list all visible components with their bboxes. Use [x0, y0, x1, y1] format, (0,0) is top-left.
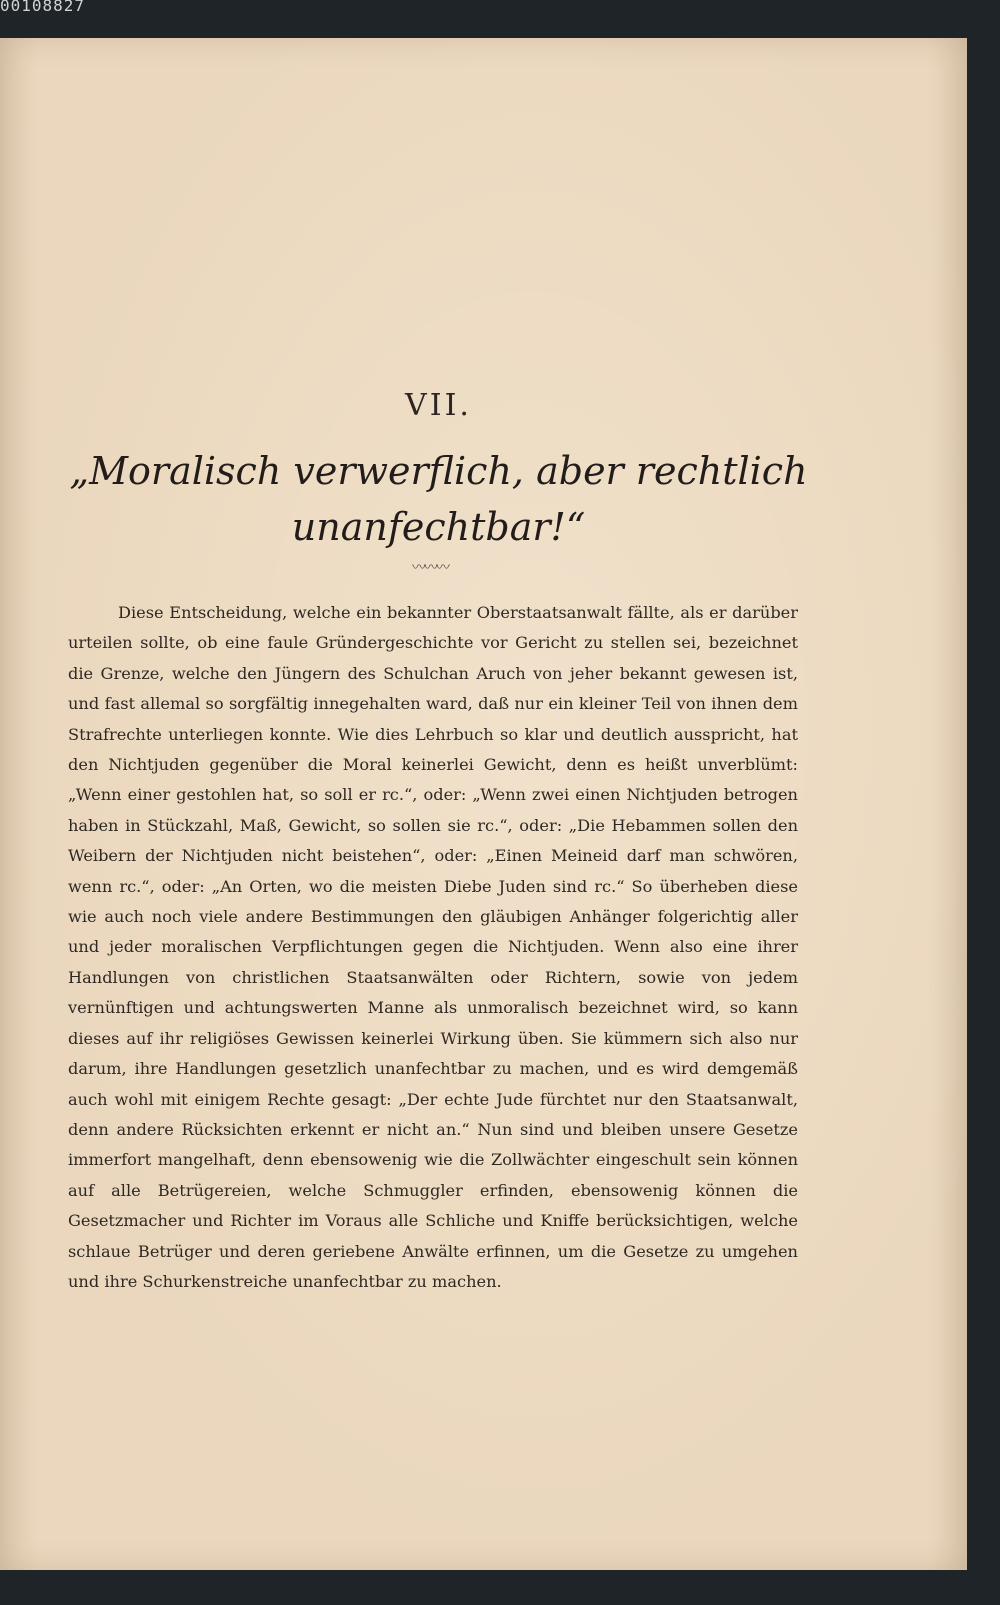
chapter-title: „Moralisch verwerflich, aber rechtlich unanfechtbar!“: [69, 449, 808, 549]
body-paragraph: Diese Entscheidung, welche ein bekannter Oberstaatsanwalt fällte, als er darüber urteilen sollte, ob eine faule Gründergeschichte vor Gericht zu stellen sei, bezeichnet die Grenze, welche den Jüngern des Schulchan Aruch von jeher bekannt gewesen ist, und fast allemal so sorgfältig innegehalten ward, daß nur ein kleiner Teil von ihnen dem Strafrechte unterliegen konnte. Wie dies Lehrbuch so klar und deutlich ausspricht, hat den Nichtjuden gegenüber die Moral keinerlei Gewicht, denn es heißt unverblümt: „Wenn einer gestohlen hat, so soll er rc.“, oder: „Wenn zwei einen Nichtjuden betrogen haben in Stückzahl, Maß, Gewicht, so sollen sie rc.“, oder: „Die Hebammen sollen den Weibern der Nichtjuden nicht beistehen“, oder: „Einen Meineid darf man schwören, wenn rc.“, oder: „An Orten, wo die meisten Diebe Juden sind rc.“ So überheben diese wie auch noch viele andere Bestimmungen den gläubigen Anhänger folgerichtig aller und jeder moralischen Verpflichtungen gegen die Nichtjuden. Wenn also eine ihrer Handlungen von christlichen Staatsanwälten oder Richtern, sowie von jedem vernünftigen und achtungswerten Manne als unmoralisch bezeichnet wird, so kann dieses auf ihr religiöses Gewissen keinerlei Wirkung üben. Sie kümmern sich also nur darum, ihre Handlungen gesetzlich unanfechtbar zu machen, und es wird demgemäß auch wohl mit einigem Rechte gesagt: „Der echte Jude fürchtet nur den Staatsanwalt, denn andere Rücksichten erkennt er nicht an.“ Nun sind und bleiben unsere Gesetze immerfort mangelhaft, denn ebensowenig wie die Zollwächter eingeschult sein können auf alle Betrügereien, welche Schmuggler erfinden, ebensowenig können die Gesetzmacher und Richter im Voraus alle Schliche und Kniffe berücksichtigen, welche schlaue Betrüger und deren geriebene Anwälte erfinnen, um die Gesetze zu umgehen und ihre Schurkenstreiche unanfechtbar zu machen.: [68, 603, 798, 1291]
title-ornament: 〰〰〰: [412, 560, 448, 576]
book-page: [0, 38, 967, 1570]
scan-id-label: 00108827: [0, 0, 86, 15]
chapter-number: VII.: [405, 388, 472, 423]
